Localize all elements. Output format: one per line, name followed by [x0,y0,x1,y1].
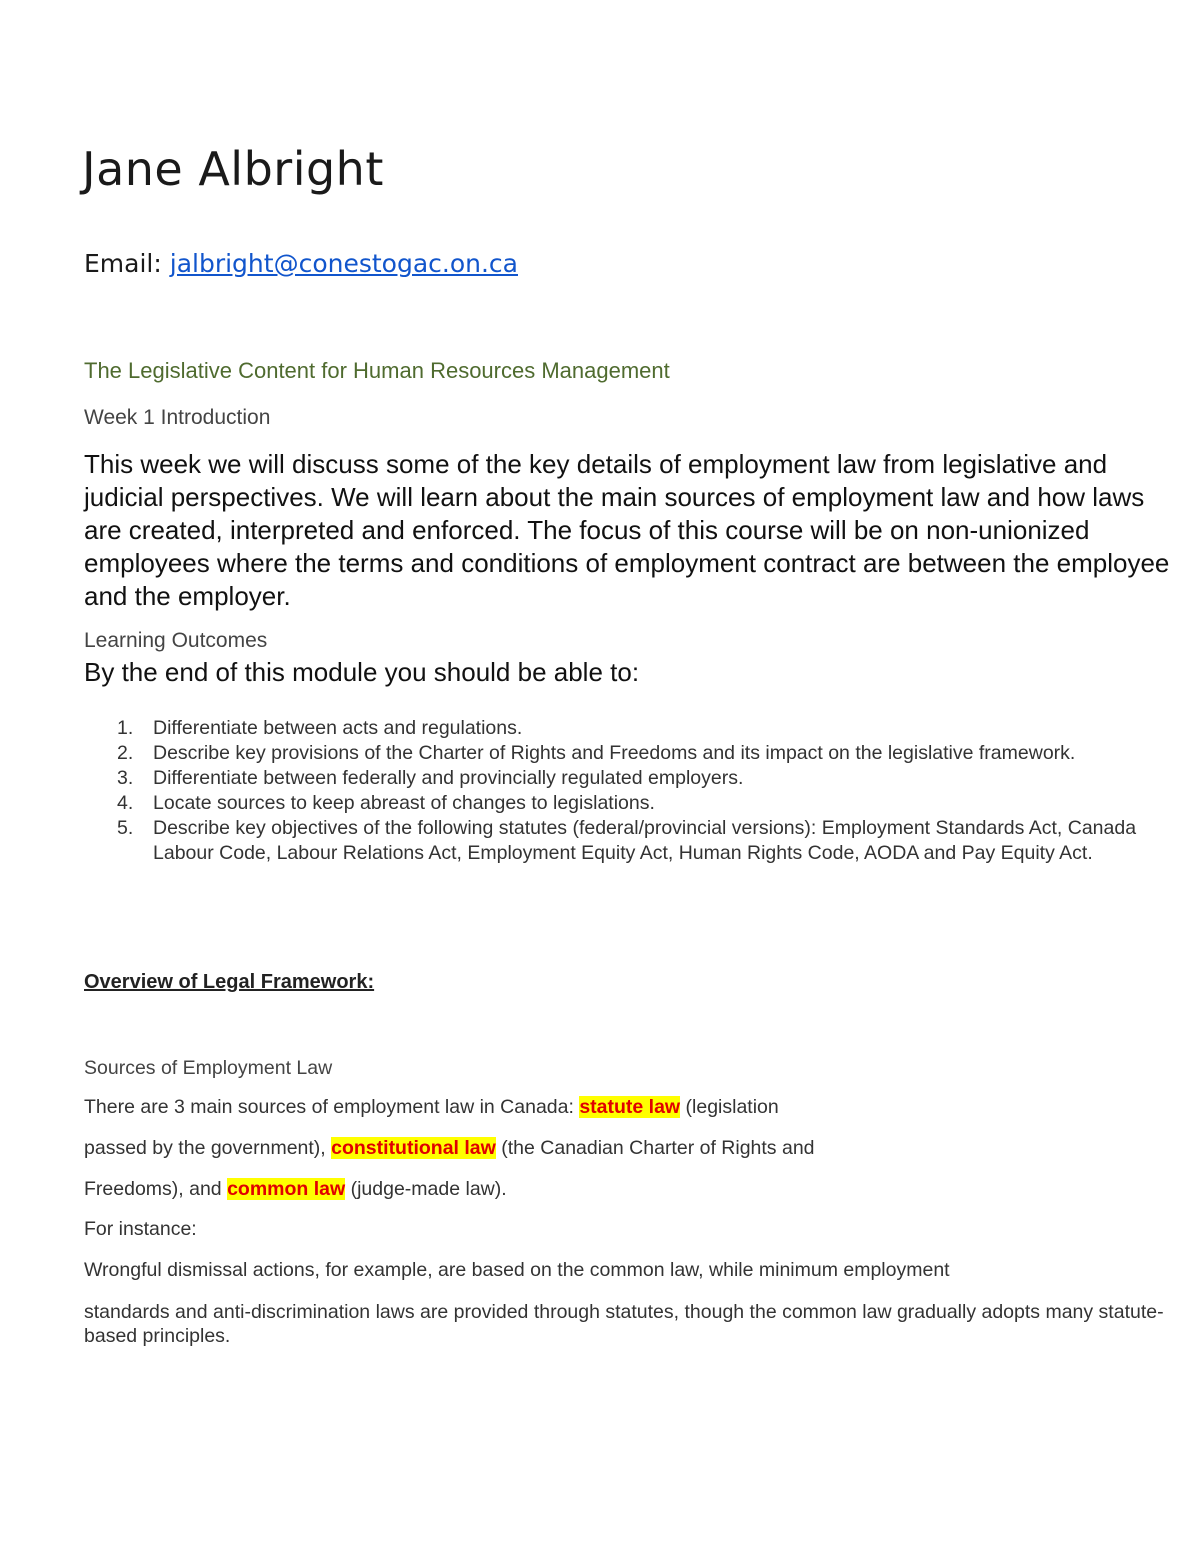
list-item [84,741,1184,766]
list-item [84,791,1184,816]
list-item-text: Locate sources to keep abreast of changes to legislations. [153,792,655,814]
email-link[interactable]: jalbright@conestogac.on.ca [169,249,518,278]
list-item-number: 4. [117,792,134,814]
list-item-number: 3. [117,767,134,789]
line-text: There are 3 main sources of employment law in Canada: [84,1096,580,1118]
sources-line-3 [84,1178,507,1201]
sources-line-1 [84,1096,779,1119]
instance-label: For instance: [84,1218,197,1240]
example-line-1: Wrongful dismissal actions, for example, are based on the common law, while minimum employment [84,1259,950,1281]
list-item [84,816,1184,866]
week-label: Week 1 Introduction [84,406,271,429]
email-label: Email: [84,249,162,278]
sources-label: Sources of Employment Law [84,1057,333,1079]
intro-paragraph: This week we will discuss some of the key details of employment law from legislative and judicial perspectives. We will learn about the main sources of employment law and how laws are created, interpreted and enforced. The focus of this course will be on non-unionized employees where the terms and conditions of employment contract are between the employee and the employer. [84,449,1170,611]
line-text: (judge-made law). [345,1178,507,1200]
course-title: The Legislative Content for Human Resources Management [84,358,670,383]
highlight-constitutional-law: constitutional law [331,1137,496,1159]
line-text: (the Canadian Charter of Rights and [495,1137,815,1159]
list-item [84,716,1184,741]
learning-outcomes-label: Learning Outcomes [84,629,268,652]
legal-framework-heading: Overview of Legal Framework: [84,971,375,993]
line-text: passed by the government), [84,1137,332,1159]
line-text: Freedoms), and [84,1178,228,1200]
highlight-statute-law: statute law [579,1096,681,1118]
list-item [84,766,1184,791]
highlight-common-law: common law [227,1178,346,1200]
learning-outcomes-list [84,716,1184,866]
sources-line-2 [84,1137,815,1160]
line-text: (legislation [680,1096,779,1118]
list-item-text: Differentiate between acts and regulations. [153,717,523,739]
list-item-number: 1. [117,717,134,739]
list-item-text: Differentiate between federally and provincially regulated employers. [153,767,744,789]
list-item-number: 2. [117,742,134,764]
learning-outcomes-heading: By the end of this module you should be able to: [84,657,640,687]
list-item-text: Describe key provisions of the Charter of Rights and Freedoms and its impact on the legislative framework. [153,742,1076,764]
list-item-text: Describe key objectives of the following statutes (federal/provincial versions): Employment Standards Act, Canada Labour Code, Labour Relations Act, Employment Equity Act, Human Rights Code, AODA and Pay Equity Act. [153,817,1137,864]
author-name: Jane Albright [82,142,384,196]
example-line-2: standards and anti-discrimination laws are provided through statutes, though the common law gradually adopts many statute-based principles. [84,1301,1164,1347]
email-line [84,249,518,278]
list-item-number: 5. [117,817,134,839]
